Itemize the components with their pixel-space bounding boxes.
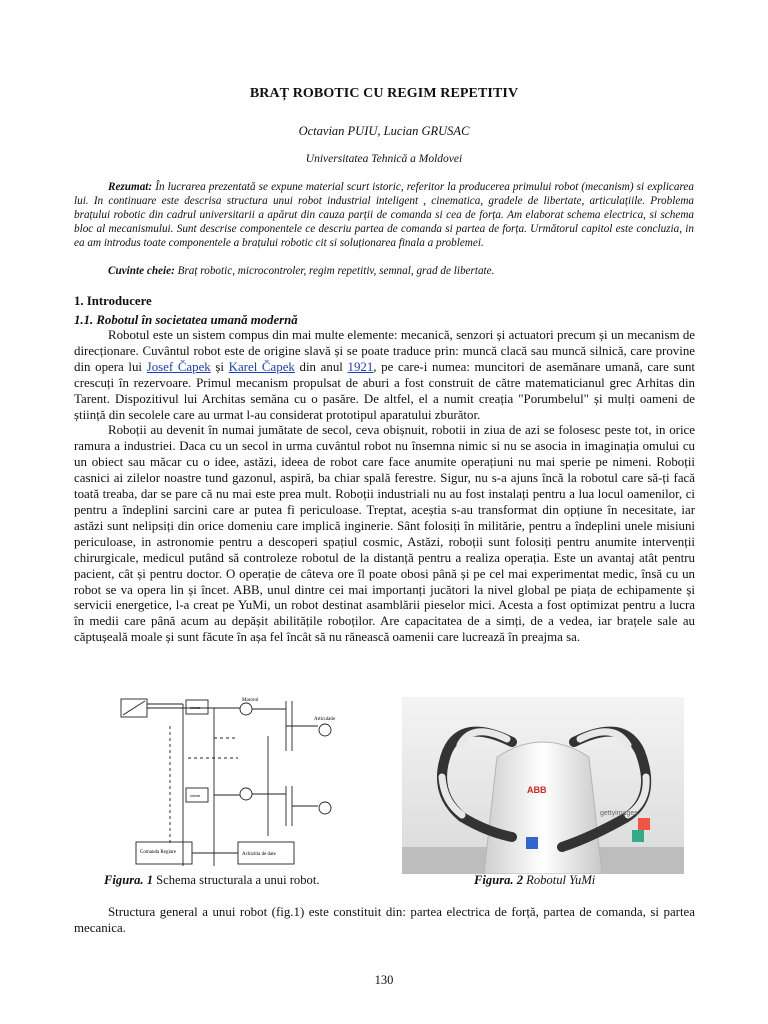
keywords xyxy=(108,265,698,277)
gettyimages-watermark: gettyimages xyxy=(600,810,638,817)
figure-1-label: Figura. 1 xyxy=(104,873,153,887)
section-heading: 1. Introducere xyxy=(74,294,152,308)
affiliation: Universitatea Tehnică a Moldovei xyxy=(305,153,463,165)
label-acq: Achizitia de date xyxy=(242,852,276,857)
paragraph-2: Roboții au devenit în numai jumătate de secol, ceva obișnuit, robotii in ziua de azi se folosesc peste tot, in orice ramura a industriei. Daca cu un secol in urma cuvântul robot nu însemna nimic si nu se asocia in imaginația omului cu un obiect sau măcar cu o idee, astăzi, ideea de robot care face anumite operațiuni nu mai sperie pe nimeni. Roboții casnici ai zilelor noastre tund gazonul, aspiră, ba chiar spală ferestre. Sigur, nu s-a ajuns încă la robotul care să-ți facă toată treaba, dar se pare că nu mai este prea mult. Roboții industriali nu au fost instalați pentru a lua locul oamenilor, ci pentru a îndeplini sarcini care ar putea fi periculoase. Treptat, aceștia s-au transformat din opțiune în necesitate, iar astăzi sunt nelipsiți din orice domeniu care implică inginerie. Sânt folosiți în militărie, pentru a îndeplini unele misiuni periculoase, in astronomie pentru a descoperi spațiul cosmic, Astăzi, roboții sunt folosiți pentru anumite intervenții chirurgicale, medicul putând să controleze robotul de la distanță pentru a realiza operația. Este un avantaj atât pentru pacient, cât și pentru doctor. O operație de câteva ore îl poate obosi până și pe cel mai experimentat medic, însă cu un robot se va opera lin și încet. ABB, unul dintre cei mai importanți jucători la nivel global pe piața de echipamente și servicii energetice, l-a creat pe YuMi, un robot destinat asamblării pieselor mici. Acesta a fost optimizat pentru a lucra în medii care până acum au depășit abilitățile roboților. Are capacitatea de a simți, de a vedea, iar brațele sale au căptușeală moale și sunt făcute în așa fel încât să nu rănească oamenii care lucrează în preajma sa. xyxy=(74,423,695,645)
robot-structure-schematic xyxy=(118,696,366,866)
abstract-label: Rezumat: xyxy=(108,181,153,193)
link-1921[interactable]: 1921 xyxy=(347,359,374,374)
figure-2-caption xyxy=(474,873,595,888)
yumi-robot-photo xyxy=(402,697,684,874)
p1-text-c: din anul xyxy=(294,359,348,374)
p1-text-a: Robotul este un sistem compus din mai multe elemente: mecanică, senzori și actuatori precum și un mecanism de direcționare. Cuvântul robot este de origine slavă și se poate traduce prin: muncă clacă sau muncă silnică, care provine din opera lui xyxy=(74,328,695,374)
p1-text-d: , pe care-i numea: muncitori de asemănare umană, care sunt crescuți în rezervoare. Primul mecanism propulsat de aburi a fost construit de către matematicianul grec Arhitas din Tarent. Dispozitivul lui Architas semăna cu o pasăre. De altfel, el a numit creația "Porumbelul" și mulți oameni de știință din secolele care au urmat l-au considerat prototipul aparatului zburător. xyxy=(74,359,696,422)
authors: Octavian PUIU, Lucian GRUSAC xyxy=(298,124,470,138)
abstract-text: În lucrarea prezentată se expune material scurt istoric, referitor la producerea primului robot (mecanism) si explicarea lui. In continuare este descrisa structura unui robot industrial inteligent , cinematica, gradele de libertate, articulațiile. Problema brațului robotic din cadrul universitarii a apărut din cauza parții de comanda si cea de forța. Am elaborat schema electrica, si schema bloc al mecanismului. Sunt descrise componentele ce descriu partea de comanda si partea de forța. Următorul capitol este concluzia, in ea am introdus toate componentele a brațului robotic cit si soluționarea finala a problemei. xyxy=(74,181,694,249)
subsection-heading: 1.1. Robotul în societatea umană modernă xyxy=(74,313,298,327)
final-paragraph xyxy=(74,904,695,936)
label-control: Comanda Reglare xyxy=(140,850,176,855)
label-articulation: Articulatie xyxy=(314,717,336,722)
paragraph-1 xyxy=(74,328,695,423)
link-karel-capek[interactable]: Karel Čapek xyxy=(228,359,295,374)
p1-text-b: și xyxy=(210,359,229,374)
figure-1-caption xyxy=(104,873,319,888)
figure-2-label: Figura. 2 xyxy=(474,873,523,887)
figure-1-text: Schema structurala a unui robot. xyxy=(153,873,320,887)
paper-title: BRAȚ ROBOTIC CU REGIM REPETITIV xyxy=(249,86,519,101)
abb-logo: ABB xyxy=(527,785,547,795)
keywords-text: Braț robotic, microcontroler, regim repetitiv, semnal, grad de libertate. xyxy=(177,265,495,277)
abstract xyxy=(74,180,694,250)
section-body xyxy=(74,328,695,646)
label-box1: sistem xyxy=(190,705,201,710)
label-motor: Motorul xyxy=(242,698,259,703)
link-josef-capek[interactable]: Josef Čapek xyxy=(146,359,211,374)
final-paragraph-text: Structura general a unui robot (fig.1) este constituit din: partea electrica de forță, partea de comanda, si partea mecanica. xyxy=(74,905,695,935)
page-number: 130 xyxy=(374,973,394,987)
label-box2: sistem xyxy=(190,793,201,798)
figure-2-text: Robotul YuMi xyxy=(523,873,596,887)
keywords-label: Cuvinte cheie: xyxy=(108,265,175,277)
